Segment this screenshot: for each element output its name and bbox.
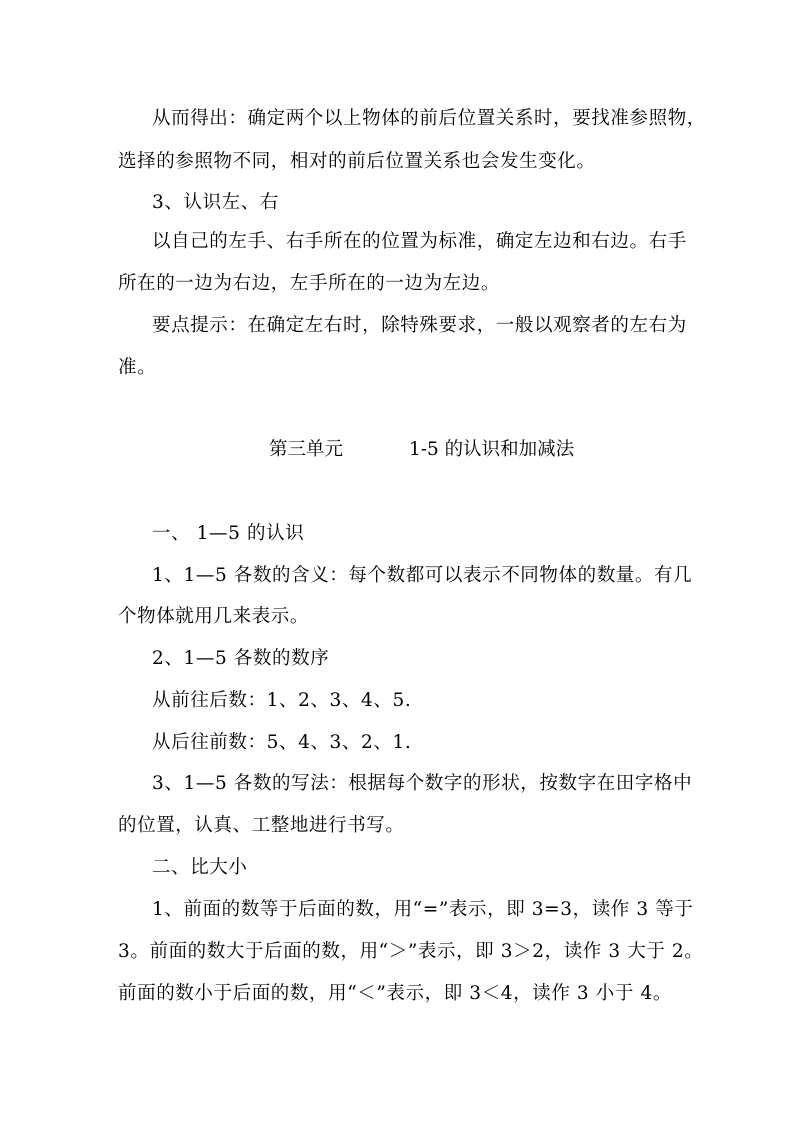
unit-heading-number: 第三单元 [269,439,344,460]
section-1-item-3-line-1: 3、1—5 各数的写法：根据每个数字的形状，按数字在田字格中 [152,773,693,794]
paragraph-conclusion-line-2: 选择的参照物不同，相对的前后位置关系也会发生变化。 [118,151,596,172]
paragraph-left-right-line-2: 所在的一边为右边，左手所在的一边为左边。 [118,273,501,294]
section-1-item-1-line-1: 1、1—5 各数的含义：每个数都可以表示不同物体的数量。有几 [152,565,693,586]
count-backward: 从后往前数：5、4、3、2、1. [152,732,412,753]
section-1-item-2: 2、1—5 各数的数序 [152,648,330,669]
count-forward: 从前往后数：1、2、3、4、5. [152,690,412,711]
paragraph-tip-line-2: 准。 [118,357,157,378]
unit-heading-topic: 1-5 的认识和加减法 [409,439,575,460]
section-2-line-2: 3。前面的数大于后面的数，用“＞”表示，即 3＞2，读作 3 大于 2。 [118,941,704,962]
section-1-title: 一、 1—5 的认识 [152,523,305,544]
section-2-line-1: 1、前面的数等于后面的数，用“=”表示，即 3=3，读作 3 等于 [152,899,694,920]
section-2-line-3: 前面的数小于后面的数，用“＜”表示，即 3＜4，读作 3 小于 4。 [118,983,672,1004]
paragraph-conclusion-line-1: 从而得出：确定两个以上物体的前后位置关系时，要找准参照物， [152,108,706,129]
subheading-left-right: 3、认识左、右 [152,192,279,213]
section-1-item-3-line-2: 的位置，认真、工整地进行书写。 [118,815,405,836]
section-2-title: 二、比大小 [152,857,248,878]
paragraph-left-right-line-1: 以自己的左手、右手所在的位置为标准，确定左边和右边。右手 [152,231,687,252]
unit-heading [0,438,793,462]
paragraph-tip-line-1: 要点提示：在确定左右时，除特殊要求，一般以观察者的左右为 [152,315,687,336]
section-1-item-1-line-2: 个物体就用几来表示。 [118,606,310,627]
